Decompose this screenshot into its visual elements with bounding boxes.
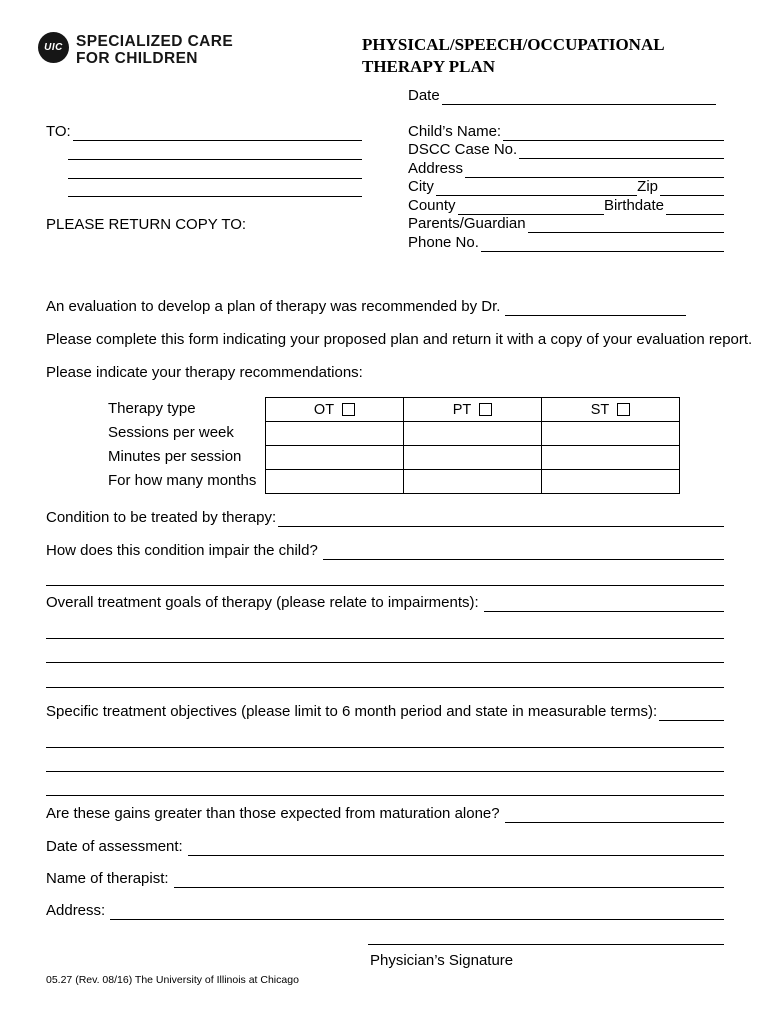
therapist-name-input-line[interactable] — [174, 869, 724, 888]
st-label: ST — [590, 401, 610, 418]
uic-logo-icon — [38, 32, 69, 63]
condition-field — [46, 508, 724, 527]
return-copy-label: PLEASE RETURN COPY TO: — [46, 216, 247, 233]
st-header-cell — [542, 398, 680, 422]
to-input-line-2[interactable] — [68, 159, 362, 160]
row-label-months: For how many months — [108, 472, 257, 489]
childs-name-label: Child’s Name: — [408, 123, 502, 140]
gains-label: Are these gains greater than those expected from maturation alone? — [46, 805, 500, 822]
table-header-row — [266, 398, 680, 422]
st-checkbox[interactable] — [617, 403, 630, 416]
pt-checkbox[interactable] — [479, 403, 492, 416]
ot-months-cell[interactable] — [266, 470, 404, 494]
county-birthdate-field — [408, 196, 724, 215]
table-row-months — [266, 470, 680, 494]
date-label: Date — [408, 87, 440, 104]
pt-label: PT — [452, 401, 472, 418]
phone-input-line[interactable] — [481, 233, 724, 252]
county-label: County — [408, 197, 456, 214]
condition-input-line[interactable] — [278, 508, 724, 527]
ot-header-cell — [266, 398, 404, 422]
doctor-name-input-line[interactable] — [505, 297, 686, 316]
pt-sessions-cell[interactable] — [404, 422, 542, 446]
ot-checkbox[interactable] — [342, 403, 355, 416]
table-row-minutes — [266, 446, 680, 470]
assessment-date-label: Date of assessment: — [46, 838, 183, 855]
pt-header-cell — [404, 398, 542, 422]
impair-label: How does this condition impair the child? — [46, 542, 318, 559]
to-input-line-4[interactable] — [68, 196, 362, 197]
table-row-sessions — [266, 422, 680, 446]
parents-guardian-field — [408, 214, 724, 233]
address-input-line[interactable] — [465, 159, 724, 178]
indicate-text: Please indicate your therapy recommendations: — [46, 364, 363, 381]
uic-logo-text: UIC — [44, 42, 63, 53]
city-label: City — [408, 178, 434, 195]
dscc-case-field — [408, 140, 724, 159]
goals-field — [46, 593, 724, 612]
org-name-line1: SPECIALIZED CARE — [76, 33, 234, 50]
org-name — [76, 32, 233, 67]
therapist-address-label: Address: — [46, 902, 106, 919]
therapist-name-label: Name of therapist: — [46, 870, 169, 887]
org-name-line2: FOR CHILDREN — [76, 50, 198, 67]
therapist-name-field — [46, 869, 724, 888]
objectives-input-line-1[interactable] — [659, 702, 724, 721]
objectives-field — [46, 702, 724, 721]
form-title-line2: THERAPY PLAN — [362, 57, 496, 76]
therapist-address-field — [46, 901, 724, 920]
condition-label: Condition to be treated by therapy: — [46, 509, 277, 526]
org-logo — [38, 32, 233, 67]
form-id-text: 05.27 (Rev. 08/16) The University of Illinois at Chicago — [46, 974, 299, 986]
to-field — [46, 122, 362, 141]
objectives-input-line-4[interactable] — [46, 795, 724, 796]
city-zip-field — [408, 177, 724, 196]
form-title — [362, 34, 665, 78]
row-label-sessions-per-week: Sessions per week — [108, 424, 234, 441]
st-sessions-cell[interactable] — [542, 422, 680, 446]
goals-input-line-1[interactable] — [484, 593, 724, 612]
zip-label: Zip — [637, 178, 658, 195]
gains-field — [46, 804, 724, 823]
pt-months-cell[interactable] — [404, 470, 542, 494]
form-title-line1: PHYSICAL/SPEECH/OCCUPATIONAL — [362, 35, 665, 54]
parents-guardian-label: Parents/Guardian — [408, 215, 526, 232]
physician-signature-label: Physician’s Signature — [370, 952, 514, 969]
assessment-date-field — [46, 837, 724, 856]
therapy-table-row-labels — [108, 397, 256, 493]
objectives-input-line-2[interactable] — [46, 747, 724, 748]
ot-sessions-cell[interactable] — [266, 422, 404, 446]
address-label: Address — [408, 160, 464, 177]
goals-input-line-4[interactable] — [46, 687, 724, 688]
impair-input-line-1[interactable] — [323, 541, 724, 560]
assessment-date-input-line[interactable] — [188, 837, 724, 856]
address-field — [408, 159, 724, 178]
objectives-input-line-3[interactable] — [46, 771, 724, 772]
ot-label: OT — [313, 401, 335, 418]
parents-guardian-input-line[interactable] — [528, 214, 724, 233]
row-label-therapy-type: Therapy type — [108, 400, 196, 417]
impair-input-line-2[interactable] — [46, 585, 724, 586]
evaluation-label: An evaluation to develop a plan of therapy was recommended by Dr. — [46, 298, 501, 315]
complete-form-text: Please complete this form indicating your proposed plan and return it with a copy of your evaluation report. — [46, 331, 753, 348]
county-input-line[interactable] — [458, 196, 604, 215]
evaluation-field — [46, 297, 686, 316]
childs-name-field — [408, 122, 724, 141]
dscc-case-input-line[interactable] — [519, 140, 724, 159]
date-field — [408, 86, 716, 105]
ot-minutes-cell[interactable] — [266, 446, 404, 470]
to-label: TO: — [46, 123, 71, 140]
goals-label: Overall treatment goals of therapy (please relate to impairments): — [46, 594, 479, 611]
phone-field — [408, 233, 724, 252]
pt-minutes-cell[interactable] — [404, 446, 542, 470]
to-input-line-1[interactable] — [73, 122, 362, 141]
zip-input-line[interactable] — [660, 177, 724, 196]
city-input-line[interactable] — [436, 177, 637, 196]
goals-input-line-2[interactable] — [46, 638, 724, 639]
row-label-minutes-per-session: Minutes per session — [108, 448, 242, 465]
st-months-cell[interactable] — [542, 470, 680, 494]
st-minutes-cell[interactable] — [542, 446, 680, 470]
birthdate-input-line[interactable] — [666, 196, 724, 215]
objectives-label: Specific treatment objectives (please limit to 6 month period and state in measurable terms): — [46, 703, 658, 720]
physician-signature-line[interactable] — [368, 944, 724, 945]
birthdate-label: Birthdate — [603, 197, 664, 214]
childs-name-input-line[interactable] — [503, 122, 724, 141]
phone-label: Phone No. — [408, 234, 479, 251]
gains-input-line[interactable] — [505, 804, 724, 823]
goals-input-line-3[interactable] — [46, 662, 724, 663]
therapist-address-input-line[interactable] — [110, 901, 724, 920]
date-input-line[interactable] — [442, 86, 716, 105]
therapy-table — [265, 397, 680, 494]
dscc-case-label: DSCC Case No. — [408, 141, 518, 158]
to-input-line-3[interactable] — [68, 178, 362, 179]
impair-field — [46, 541, 724, 560]
